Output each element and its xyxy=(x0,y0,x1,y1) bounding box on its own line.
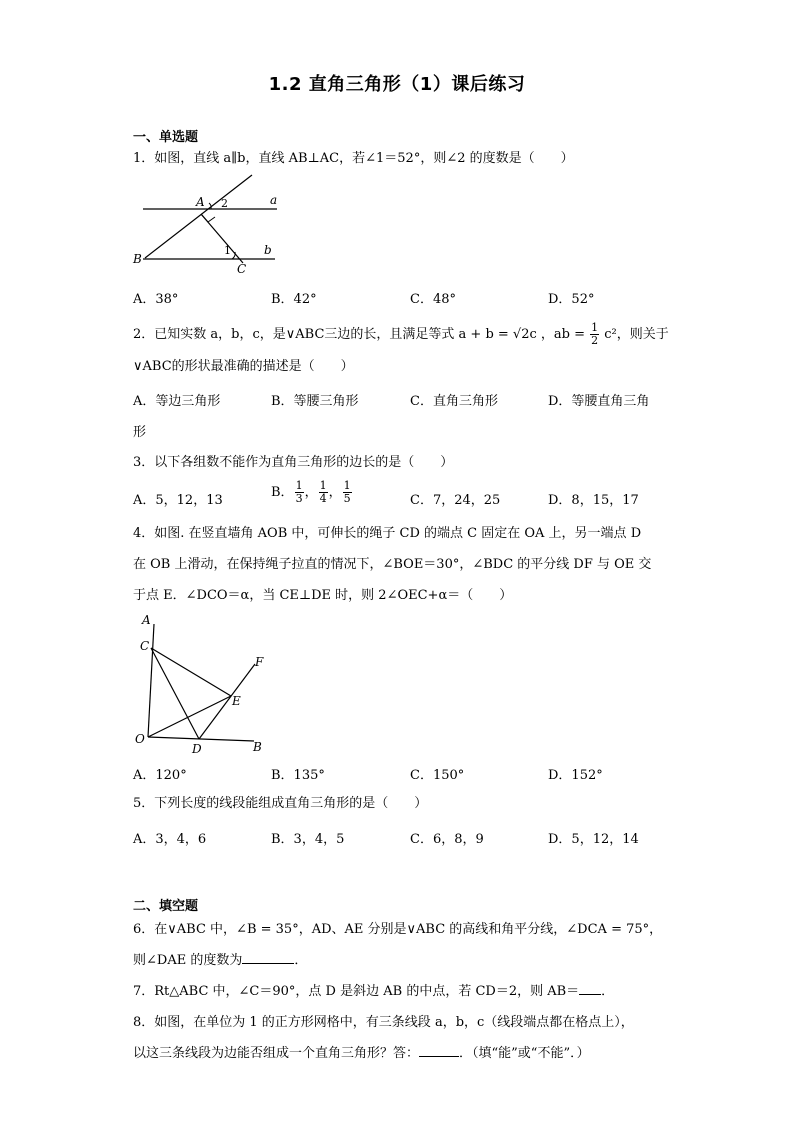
q1-option-d: D．52° xyxy=(548,292,595,307)
floor-ob xyxy=(148,737,254,741)
q3-frac-2-num: 1 xyxy=(319,479,327,492)
line-ab xyxy=(145,175,252,258)
label-2: 2 xyxy=(221,197,228,210)
question-4-line-3: 于点 E．∠DCO＝α，当 CE⊥DE 时，则 2∠OEC+α＝（ ） xyxy=(133,588,513,603)
question-8-line-1: 8．如图，在单位为 1 的正方形网格中，有三条线段 a，b，c（线段端点都在格点上）， xyxy=(133,1015,634,1030)
label-C: C xyxy=(237,262,247,276)
question-6-line-1: 6．在∨ABC 中，∠B = 35°，AD、AE 分别是∨ABC 的高线和角平分线，∠DCA = 75°， xyxy=(133,922,663,937)
q1-figure xyxy=(125,172,295,277)
label-B: B xyxy=(253,740,262,754)
right-angle-mark xyxy=(201,214,215,222)
question-3-text: 3．以下各组数不能作为直角三角形的边长的是（ ） xyxy=(133,455,454,470)
q3-frac-1 xyxy=(295,480,304,505)
q3-frac-1-den: 3 xyxy=(295,492,303,505)
question-4-line-2: 在 OB 上滑动，在保持绳子拉直的情况下，∠BOE＝30°，∠BDC 的平分线 DF 与 OE 交 xyxy=(133,557,652,572)
q4-option-a: A．120° xyxy=(133,768,187,783)
label-1: 1 xyxy=(224,244,231,257)
question-7-text xyxy=(133,983,614,1001)
q2-option-a: A．等边三角形 xyxy=(133,394,221,409)
q4-option-b: B．135° xyxy=(271,768,325,783)
q2-text-part-2: c²，则关于 xyxy=(604,327,669,342)
question-2-line-1 xyxy=(133,322,669,347)
q3-frac-3-den: 5 xyxy=(343,492,351,505)
q6-line-2-post: ． xyxy=(294,953,308,968)
q3-frac-3 xyxy=(343,480,352,505)
q3-comma-2: ， xyxy=(328,485,342,500)
q7-answer-blank[interactable] xyxy=(579,994,601,995)
q3-option-d: D．8，15，17 xyxy=(548,493,639,508)
q3-option-a: A．5，12，13 xyxy=(133,493,223,508)
q8-answer-blank[interactable] xyxy=(419,1056,459,1057)
q7-pre: 7．Rt△ABC 中，∠C＝90°，点 D 是斜边 AB 的中点，若 CD＝2，则 AB＝ xyxy=(133,984,580,999)
q8-line-2-post: ．（填“能”或“不能”．） xyxy=(459,1046,590,1061)
q7-post: ． xyxy=(601,984,615,999)
q8-line-2-pre: 以这三条线段为边能否组成一个直角三角形？答： xyxy=(133,1046,420,1061)
label-b: b xyxy=(264,243,272,257)
rope-cd xyxy=(151,648,199,739)
q2-text-part-1: 2．已知实数 a，b，c，是∨ABC三边的长，且满足等式 a + b = √2c ，ab = xyxy=(133,327,585,342)
angle-1-arc xyxy=(232,252,235,259)
q3-frac-2-den: 4 xyxy=(319,492,327,505)
q3-option-b-label: B． xyxy=(271,485,294,500)
q5-option-a: A．3，4，6 xyxy=(133,832,207,847)
label-F: F xyxy=(255,655,264,669)
q5-option-c: C．6，8，9 xyxy=(410,832,484,847)
label-E: E xyxy=(232,694,241,708)
question-8-line-2 xyxy=(133,1045,590,1063)
q3-frac-2 xyxy=(319,480,328,505)
q6-answer-blank[interactable] xyxy=(242,963,294,964)
q5-option-d: D．5，12，14 xyxy=(548,832,639,847)
q2-option-c: C．直角三角形 xyxy=(410,394,498,409)
q2-option-d: D．等腰直角三角 xyxy=(548,394,650,409)
page-title: 1.2 直角三角形（1）课后练习 xyxy=(268,74,526,95)
q4-figure xyxy=(128,612,278,757)
label-O: O xyxy=(135,732,145,746)
q1-option-b: B．42° xyxy=(271,292,317,307)
q3-option-b xyxy=(271,480,353,505)
section-heading-single-choice: 一、单选题 xyxy=(133,130,199,145)
question-2-line-2: ∨ABC的形状最准确的描述是（ ） xyxy=(133,359,354,374)
q4-option-d: D．152° xyxy=(548,768,603,783)
q2-frac-den: 2 xyxy=(591,334,599,347)
q1-option-c: C．48° xyxy=(410,292,456,307)
q4-option-c: C．150° xyxy=(410,768,465,783)
question-4-line-1: 4．如图. 在竖直墙角 AOB 中，可伸长的绳子 CD 的端点 C 固定在 OA 上，另一端点 D xyxy=(133,526,642,541)
question-1-text: 1．如图，直线 a∥b，直线 AB⊥AC，若∠1＝52°，则∠2 的度数是（ ） xyxy=(133,151,574,166)
q2-fraction xyxy=(590,322,599,347)
label-C: C xyxy=(140,639,150,653)
q3-option-c: C．7，24，25 xyxy=(410,493,501,508)
q2-option-d-wrap: 形 xyxy=(133,425,147,440)
q2-option-b: B．等腰三角形 xyxy=(271,394,359,409)
label-A: A xyxy=(142,613,151,627)
q1-option-a: A．38° xyxy=(133,292,179,307)
label-B: B xyxy=(133,252,142,266)
q3-frac-1-num: 1 xyxy=(295,479,303,492)
label-a: a xyxy=(270,193,278,207)
label-A: A xyxy=(196,195,205,209)
segment-oe xyxy=(148,696,231,737)
question-5-text: 5．下列长度的线段能组成直角三角形的是（ ） xyxy=(133,796,428,811)
q3-comma-1: ， xyxy=(304,485,318,500)
bisector-df xyxy=(199,664,255,739)
q6-line-2-pre: 则∠DAE 的度数为 xyxy=(133,953,243,968)
q2-frac-num: 1 xyxy=(591,321,599,334)
section-heading-fill-blank: 二、填空题 xyxy=(133,899,199,914)
q5-option-b: B．3，4，5 xyxy=(271,832,345,847)
label-D: D xyxy=(192,742,202,756)
question-6-line-2 xyxy=(133,952,307,970)
q3-frac-3-num: 1 xyxy=(343,479,351,492)
